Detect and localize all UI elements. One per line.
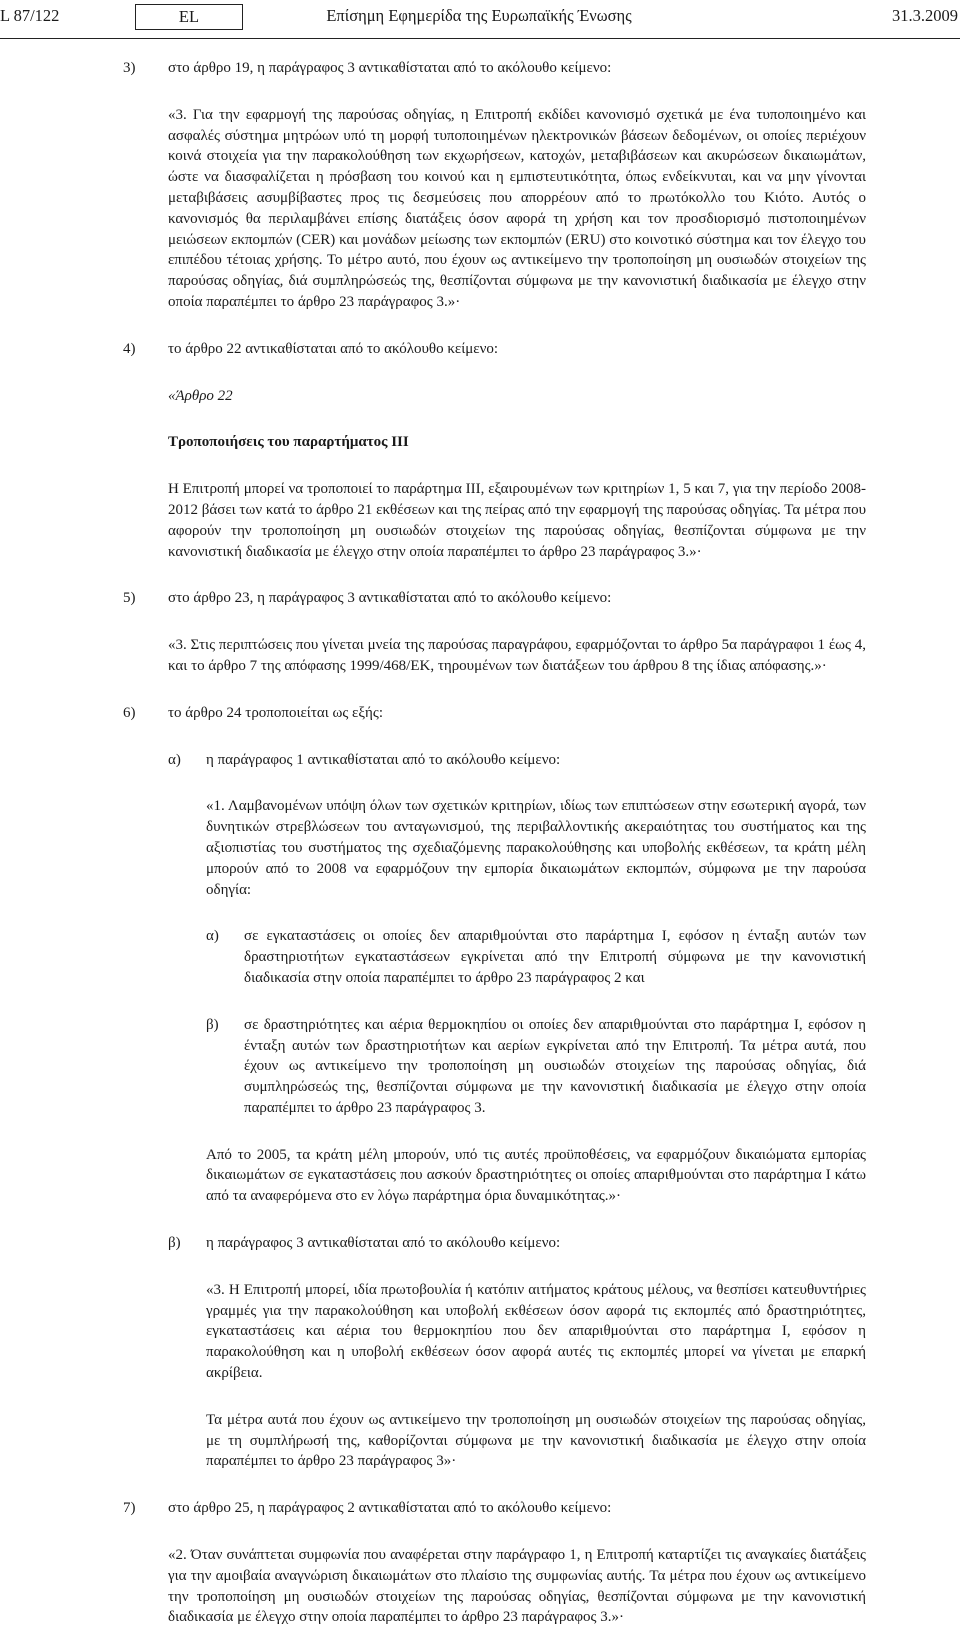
point-b (0, 1015, 960, 1119)
page-header (0, 2, 960, 32)
quoted-paragraph: «1. Λαμβανομένων υπόψη όλων των σχετικών κριτηρίων, ιδίως των επιπτώσεων στην εσωτερική αγορά, των δυνητικών στρεβλώσεων του ανταγωνισμού, της περιβαλλοντικής ακεραιότητας του συστήματος και της αξιοπιστίας του συστήματος της σχεδιαζόμενης παρακολούθησης και υποβολής εκθέσεων, τα κράτη μέλη μπορούν από το 2008 να εφαρμόζουν την εμπορία δικαιωμάτων εκπομπών, σύμφωνα με την παρούσα οδηγία: (206, 798, 866, 898)
sub-item-intro: η παράγραφος 1 αντικαθίσταται από το ακόλουθο κείμενο: (206, 751, 561, 768)
article-heading: Τροποποιήσεις του παραρτήματος III (168, 434, 409, 451)
document-body (0, 58, 960, 1628)
journal-title: Επίσημη Εφημερίδα της Ευρωπαϊκής Ένωσης (326, 6, 632, 25)
amendment-item-7 (0, 1498, 960, 1519)
sub-item-b (0, 1233, 960, 1254)
sub-item-label: β) (168, 1235, 181, 1252)
item-intro: στο άρθρο 19, η παράγραφος 3 αντικαθίσταται από το ακόλουθο κείμενο: (168, 60, 612, 76)
quoted-paragraph: «3. Η Επιτροπή μπορεί, ιδία πρωτοβουλία ή κατόπιν αιτήματος κράτους μέλους, να θεσπίσει κατευθυντήριες γραμμές για την παρακολούθηση και υποβολή εκθέσεων όσον αφορά τις εκπομπές από δραστηριότητες, εγκαταστάσεις και αέρια του θερμοκηπίου που δεν απαριθμούνται στο παράρτημα I, εφόσον η παρακολούθηση και η υποβολή εκθέσεων όσον αφορά αυτές τις εκπομπές μπορεί να γίνεται με επαρκή ακρίβεια. (206, 1281, 866, 1382)
language-badge: EL (135, 4, 243, 30)
amendment-item-3 (0, 58, 960, 79)
quoted-paragraph: Η Επιτροπή μπορεί να τροποποιεί το παράρτημα III, εξαιρουμένων των κριτηρίων 1, 5 και 7, για την περίοδο 2008-2012 βάσει των κατά το άρθρο 21 εκθέσεων και της πείρας από την εφαρμογή της παρούσας οδηγίας. Τα μέτρα που αφορούν την τροποποίηση μη ουσιωδών στοιχείων της παρούσας οδηγίας, θεσπίζονται σύμφωνα με την κανονιστική διαδικασία με έλεγχο στην οποία παραπέμπει το άρθρο 23 παράγραφος 3.»· (168, 481, 866, 560)
item-intro: στο άρθρο 23, η παράγραφος 3 αντικαθίσταται από το ακόλουθο κείμενο: (168, 590, 612, 607)
quoted-paragraph: «3. Στις περιπτώσεις που γίνεται μνεία της παρούσας παραγράφου, εφαρμόζονται το άρθρο 5α παράγραφοι 1 έως 4, και το άρθρο 7 της απόφασης 1999/468/ΕΚ, τηρουμένων των διατάξεων του άρθρου 8 της ίδιας απόφασης.»· (168, 637, 866, 674)
point-label: β) (206, 1016, 219, 1033)
item-intro: στο άρθρο 25, η παράγραφος 2 αντικαθίσταται από το ακόλουθο κείμενο: (168, 1500, 612, 1517)
item-number: 7) (123, 1500, 136, 1517)
closing-paragraph: Τα μέτρα αυτά που έχουν ως αντικείμενο την τροποποίηση μη ουσιωδών στοιχείων της παρούσας οδηγίας, με τη συμπλήρωσή της, καθορίζονται σύμφωνα με την κανονιστική διαδικασία με έλεγχο στην οποία παραπέμπει το άρθρο 23 παράγραφος 3»· (206, 1411, 866, 1470)
sub-item-intro: η παράγραφος 3 αντικαθίσταται από το ακόλουθο κείμενο: (206, 1235, 561, 1252)
sub-item-a (0, 750, 960, 771)
amendment-item-4 (0, 339, 960, 360)
point-label: α) (206, 928, 219, 945)
item-number: 3) (123, 60, 136, 76)
item-number: 6) (123, 704, 136, 721)
closing-paragraph: Από το 2005, τα κράτη μέλη μπορούν, υπό τις αυτές προϋποθέσεις, να εφαρμόζουν δικαιώματα εμπορίας δικαιωμάτων σε εγκαταστάσεις που ασκούν δραστηριότητες οι οποίες απαριθμούνται στο παράρτημα I κάτω από τα αναφερόμενα στο εν λόγω παράρτημα όρια δυναμικότητας.»· (206, 1146, 866, 1205)
item-number: 5) (123, 590, 136, 607)
amendment-item-6 (0, 703, 960, 724)
quoted-paragraph: «2. Όταν συνάπτεται συμφωνία που αναφέρεται στην παράγραφο 1, η Επιτροπή καταρτίζει τις αναγκαίες διατάξεις για την αμοιβαία αναγνώριση δικαιωμάτων στο πλαίσιο της συμφωνίας αυτής. Τα μέτρα που έχουν ως αντικείμενο την τροποποίηση μη ουσιωδών στοιχείων της παρούσας οδηγίας, θεσπίζονται σύμφωνα με την κανονιστική διαδικασία με έλεγχο στην οποία παραπέμπει το άρθρο 23 παράγραφος 3.»· (168, 1547, 866, 1626)
item-number: 4) (123, 340, 136, 357)
quoted-paragraph: «3. Για την εφαρμογή της παρούσας οδηγίας, η Επιτροπή εκδίδει κανονισμό σχετικά με ένα τυποποιημένο και ασφαλές σύστημα μητρώων υπό τη μορφή τυποποιημένων ηλεκτρονικών βάσεων δεδομένων, οι οποίες περιέχουν κοινά στοιχεία για την παρακολούθηση των εκχωρήσεων, κατοχών, μεταβιβάσεων και ακυρώσεων δικαιωμάτων, ώστε να διασφαλίζεται η πρόσβαση του κοινού και η εμπιστευτικότητα, όπως ενδείκνυται, και να μην γίνονται μεταβιβάσεις ασυμβίβαστες προς τις δεσμεύσεις που απορρέουν από το πρωτόκολλο του Κιότο. Αυτός ο κανονισμός θα περιλαμβάνει επίσης διατάξεις όσον αφορά τη χρήση και τον προσδιορισμό πιστοποιημένων μειώσεων εκπομπών (CER) και μονάδων μείωσης των εκπομπών (ERU) στο κοινοτικό σύστημα και τον έλεγχο του επιπέδου τέτοιας χρήσης. Το μέτρο αυτό, που έχουν ως αντικείμενο την τροποποίηση μη ουσιωδών στοιχείων της παρούσας οδηγίας, διά συμπληρώσεώς της, θεσπίζονται σύμφωνα με την κανονιστική διαδικασία με έλεγχο στην οποία παραπέμπει το άρθρο 23 παράγραφος 3.»· (168, 106, 866, 310)
point-a (0, 926, 960, 988)
issue-date: 31.3.2009 (892, 6, 958, 25)
sub-item-label: α) (168, 751, 181, 768)
point-text: σε εγκαταστάσεις οι οποίες δεν απαριθμούνται στο παράρτημα I, εφόσον η ένταξη αυτών των δραστηριοτήτων εγκαταστάσεων εγκρίνεται από την Επιτροπή σύμφωνα με την κανονιστική διαδικασία στην οποία παραπέμπει το άρθρο 23 παράγραφος 2 και (244, 928, 866, 986)
header-divider (0, 38, 960, 39)
article-title: «Άρθρο 22 (168, 387, 233, 404)
amendment-item-5 (0, 588, 960, 609)
page-reference: L 87/122 (0, 6, 60, 25)
item-intro: το άρθρο 22 αντικαθίσταται από το ακόλουθο κείμενο: (168, 340, 499, 357)
item-intro: το άρθρο 24 τροποποιείται ως εξής: (168, 704, 383, 721)
point-text: σε δραστηριότητες και αέρια θερμοκηπίου οι οποίες δεν απαριθμούνται στο παράρτημα I, εφόσον η ένταξη αυτών των δραστηριοτήτων και αερίων εγκρίνεται από την Επιτροπή. Τα μέτρα αυτά, που έχουν ως αντικείμενο την τροποποίηση μη ουσιωδών στοιχείων της παρούσας οδηγίας, διά συμπληρώσεώς της, θεσπίζονται σύμφωνα με την κανονιστική διαδικασία με έλεγχο στην οποία παραπέμπει το άρθρο 23 παράγραφος 3. (244, 1016, 866, 1116)
